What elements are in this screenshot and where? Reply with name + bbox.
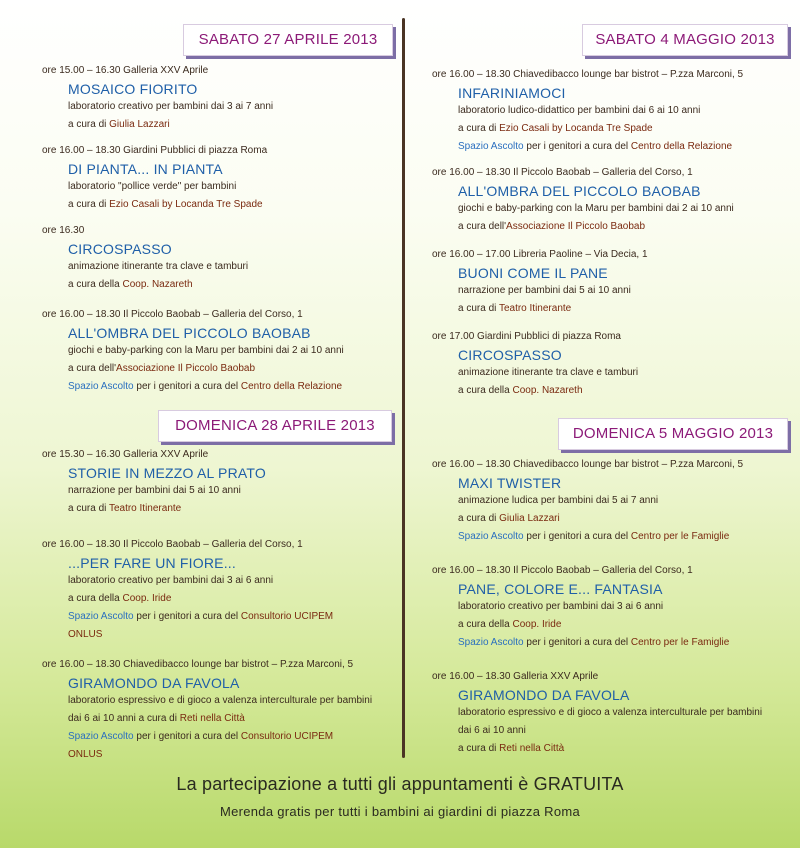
event-time-place: ore 15.30 – 16.30 Galleria XXV Aprile	[42, 449, 209, 460]
event-time-place: ore 15.00 – 16.30 Galleria XXV Aprile	[42, 65, 209, 76]
event-storie-prato	[42, 446, 266, 518]
day-header-sun-28-april: DOMENICA 28 APRILE 2013	[158, 410, 392, 442]
event-title: ...PER FARE UN FIORE...	[68, 555, 236, 571]
event-time-place: ore 16.00 – 18.30 Chiavedibacco lounge bar bistrot – P.zza Marconi, 5	[432, 69, 744, 80]
event-time-place: ore 16.00 – 18.30 Galleria XXV Aprile	[432, 671, 599, 682]
event-ombra-baobab	[42, 306, 344, 396]
event-time-place: ore 16.00 – 18.30 Chiavedibacco lounge bar bistrot – P.zza Marconi, 5	[42, 659, 354, 670]
event-description: animazione itinerante tra clave e tamburi	[68, 261, 249, 272]
event-description-2: dai 6 ai 10 anni a cura di Reti nella Città	[68, 713, 245, 724]
event-description: laboratorio espressivo e di gioco a valenza interculturale per bambini	[68, 695, 373, 706]
event-description: giochi e baby-parking con la Maru per bambini dai 2 ai 10 anni	[68, 345, 344, 356]
event-spazio-ascolto-tail: ONLUS	[68, 749, 103, 760]
event-time-place: ore 16.00 – 18.30 Il Piccolo Baobab – Galleria del Corso, 1	[42, 309, 303, 320]
event-giramondo-favola	[42, 656, 372, 764]
event-spazio-ascolto-tail: ONLUS	[68, 629, 103, 640]
event-description: giochi e baby-parking con la Maru per bambini dai 2 ai 10 anni	[458, 203, 734, 214]
event-giramondo-favola-may	[432, 668, 762, 758]
event-maxi-twister	[432, 456, 743, 546]
event-title: CIRCOSPASSO	[458, 347, 562, 363]
event-description: laboratorio creativo per bambini dai 3 ai 6 anni	[458, 601, 664, 612]
event-description: laboratorio ludico-didattico per bambini dai 6 ai 10 anni	[458, 105, 701, 116]
event-time-place: ore 16.00 – 18.30 Giardini Pubblici di piazza Roma	[42, 145, 268, 156]
day-header-sat-27-april: SABATO 27 APRILE 2013	[183, 24, 393, 56]
event-title: ALL'OMBRA DEL PICCOLO BAOBAB	[68, 325, 311, 341]
event-spazio-ascolto: Spazio Ascolto per i genitori a cura del Centro della Relazione	[458, 141, 733, 152]
event-per-fare-un-fiore	[42, 536, 333, 644]
event-description: animazione itinerante tra clave e tamburi	[458, 367, 639, 378]
event-di-pianta	[42, 142, 267, 214]
event-description: narrazione per bambini dai 5 ai 10 anni	[458, 285, 631, 296]
day-header-sat-4-may: SABATO 4 MAGGIO 2013	[582, 24, 788, 56]
event-spazio-ascolto: Spazio Ascolto per i genitori a cura del Consultorio UCIPEM	[68, 731, 334, 742]
event-title: STORIE IN MEZZO AL PRATO	[68, 465, 266, 481]
event-title: BUONI COME IL PANE	[458, 265, 608, 281]
event-organizer: a cura della Coop. Iride	[68, 593, 172, 604]
event-organizer: a cura di Giulia Lazzari	[68, 119, 170, 130]
event-organizer: a cura dell'Associazione Il Piccolo Baobab	[68, 363, 256, 374]
event-mosaico-fiorito	[42, 62, 273, 134]
event-time-place: ore 17.00 Giardini Pubblici di piazza Roma	[432, 331, 621, 342]
event-title: DI PIANTA... IN PIANTA	[68, 161, 223, 177]
event-description: laboratorio creativo per bambini dai 3 ai 6 anni	[68, 575, 274, 586]
event-description: laboratorio creativo per bambini dai 3 ai 7 anni	[68, 101, 274, 112]
event-spazio-ascolto: Spazio Ascolto per i genitori a cura del Centro per le Famiglie	[458, 531, 730, 542]
event-organizer: a cura di Reti nella Città	[458, 743, 565, 754]
event-description: animazione ludica per bambini dai 5 ai 7 anni	[458, 495, 659, 506]
event-title: ALL'OMBRA DEL PICCOLO BAOBAB	[458, 183, 701, 199]
event-ombra-baobab-may	[432, 164, 734, 236]
event-title: PANE, COLORE E... FANTASIA	[458, 581, 663, 597]
event-time-place: ore 16.00 – 18.30 Il Piccolo Baobab – Galleria del Corso, 1	[432, 167, 693, 178]
event-circospasso-may	[432, 328, 638, 400]
event-time-place: ore 16.00 – 18.30 Il Piccolo Baobab – Galleria del Corso, 1	[432, 565, 693, 576]
event-title: MOSAICO FIORITO	[68, 81, 198, 97]
footer-free-entry: La partecipazione a tutti gli appuntamenti è GRATUITA	[176, 774, 624, 794]
event-time-place: ore 16.00 – 18.30 Chiavedibacco lounge bar bistrot – P.zza Marconi, 5	[432, 459, 744, 470]
event-spazio-ascolto: Spazio Ascolto per i genitori a cura del Centro per le Famiglie	[458, 637, 730, 648]
event-buoni-come-pane	[432, 246, 648, 318]
event-time-place: ore 16.30	[42, 225, 85, 236]
event-description: narrazione per bambini dai 5 ai 10 anni	[68, 485, 241, 496]
event-circospasso	[42, 222, 248, 294]
event-title: INFARINIAMOCI	[458, 85, 566, 101]
event-description-2: dai 6 ai 10 anni	[458, 725, 526, 736]
event-spazio-ascolto: Spazio Ascolto per i genitori a cura del Centro della Relazione	[68, 381, 343, 392]
event-organizer: a cura di Giulia Lazzari	[458, 513, 560, 524]
event-spazio-ascolto: Spazio Ascolto per i genitori a cura del Consultorio UCIPEM	[68, 611, 334, 622]
event-title: CIRCOSPASSO	[68, 241, 172, 257]
footer-free-snack: Merenda gratis per tutti i bambini ai giardini di piazza Roma	[219, 804, 581, 819]
event-title: GIRAMONDO DA FAVOLA	[458, 687, 630, 703]
event-title: GIRAMONDO DA FAVOLA	[68, 675, 240, 691]
event-description: laboratorio espressivo e di gioco a valenza interculturale per bambini	[458, 707, 763, 718]
event-time-place: ore 16.00 – 17.00 Libreria Paoline – Via Decia, 1	[432, 249, 648, 260]
event-organizer: a cura di Teatro Itinerante	[458, 303, 572, 314]
column-divider	[402, 18, 405, 758]
event-pane-colore-fantasia	[432, 562, 729, 652]
event-organizer: a cura dell'Associazione Il Piccolo Baobab	[458, 221, 646, 232]
event-infariniamoci	[432, 66, 743, 156]
event-organizer: a cura della Coop. Iride	[458, 619, 562, 630]
day-header-sun-5-may: DOMENICA 5 MAGGIO 2013	[558, 418, 788, 450]
event-organizer: a cura di Ezio Casali by Locanda Tre Spade	[68, 199, 263, 210]
event-time-place: ore 16.00 – 18.30 Il Piccolo Baobab – Galleria del Corso, 1	[42, 539, 303, 550]
event-description: laboratorio "pollice verde" per bambini	[68, 181, 237, 192]
event-organizer: a cura di Teatro Itinerante	[68, 503, 182, 514]
event-organizer: a cura della Coop. Nazareth	[68, 279, 193, 290]
event-title: MAXI TWISTER	[458, 475, 562, 491]
event-organizer: a cura di Ezio Casali by Locanda Tre Spade	[458, 123, 653, 134]
event-organizer: a cura della Coop. Nazareth	[458, 385, 583, 396]
